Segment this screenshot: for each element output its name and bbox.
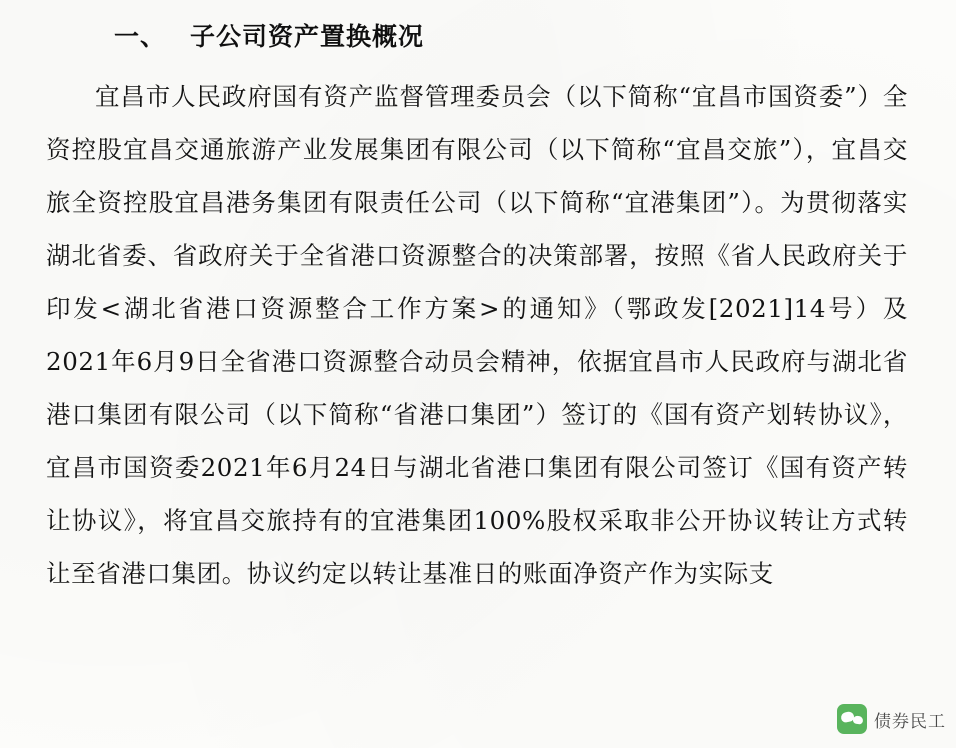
section-number: 一、 [114,22,167,51]
section-title: 子公司资产置换概况 [190,22,425,51]
watermark [837,704,946,734]
paragraph-1: 宜昌市人民政府国有资产监督管理委员会（以下简称“宜昌市国资委”）全资控股宜昌交通旅游产业发展集团有限公司（以下简称“宜昌交旅”），宜昌交旅全资控股宜昌港务集团有限责任公司（以下简称“宜港集团”）。为贯彻落实湖北省委、省政府关于全省港口资源整合的决策部署，按照《省人民政府关于印发<湖北省港口资源整合工作方案>的通知》（鄂政发[2021]14号）及2021年6月9日全省港口资源整合动员会精神，依据宜昌市人民政府与湖北省港口集团有限公司（以下简称“省港口集团”）签订的《国有资产划转协议》，宜昌市国资委2021年6月24日与湖北省港口集团有限公司签订《国有资产转让协议》，将宜昌交旅持有的宜港集团100%股权采取非公开协议转让方式转让至省港口集团。协议约定以转让基准日的账面净资产作为实际支 [46,81,908,588]
document-body [46,18,914,600]
wechat-logo-icon [837,704,867,734]
section-heading [46,18,914,56]
watermark-label: 债券民工 [874,711,946,732]
